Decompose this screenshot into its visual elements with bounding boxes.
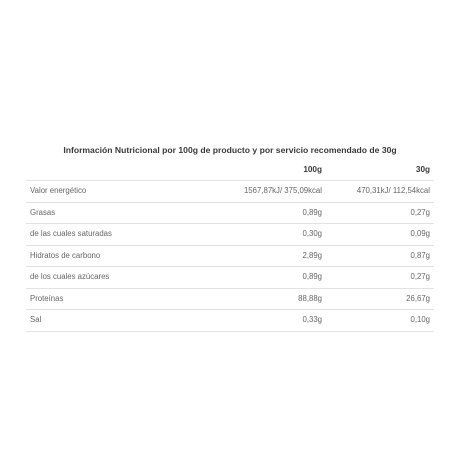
- value-per-100g: 0,89g: [182, 202, 326, 224]
- value-per-30g: 0,09g: [326, 224, 434, 246]
- table-row: [26, 224, 434, 246]
- table-row: [26, 202, 434, 224]
- value-per-30g: 0,10g: [326, 310, 434, 332]
- value-per-30g: 0,87g: [326, 245, 434, 267]
- nutrient-label: Grasas: [26, 202, 182, 224]
- table-row: [26, 267, 434, 289]
- table-row: [26, 181, 434, 203]
- nutrient-label: de las cuales saturadas: [26, 224, 182, 246]
- value-per-100g: 0,89g: [182, 267, 326, 289]
- header-nutrient: [26, 160, 182, 181]
- value-per-30g: 470,31kJ/ 112,54kcal: [326, 181, 434, 203]
- header-per-30g: 30g: [326, 160, 434, 181]
- nutrient-label: Valor energético: [26, 181, 182, 203]
- value-per-30g: 26,67g: [326, 288, 434, 310]
- nutrient-label: Sal: [26, 310, 182, 332]
- nutrient-label: Proteínas: [26, 288, 182, 310]
- value-per-100g: 88,88g: [182, 288, 326, 310]
- value-per-100g: 2,89g: [182, 245, 326, 267]
- value-per-100g: 0,30g: [182, 224, 326, 246]
- value-per-30g: 0,27g: [326, 267, 434, 289]
- table-row: [26, 245, 434, 267]
- nutrient-label: Hidratos de carbono: [26, 245, 182, 267]
- header-per-100g: 100g: [182, 160, 326, 181]
- value-per-100g: 1567,87kJ/ 375,09kcal: [182, 181, 326, 203]
- nutrition-table: [26, 160, 434, 332]
- table-header-row: [26, 160, 434, 181]
- nutrient-label: de los cuales azúcares: [26, 267, 182, 289]
- table-row: [26, 310, 434, 332]
- nutrition-table-title: Información Nutricional por 100g de producto y por servicio recomendado de 30g: [63, 145, 397, 155]
- table-row: [26, 288, 434, 310]
- value-per-30g: 0,27g: [326, 202, 434, 224]
- value-per-100g: 0,33g: [182, 310, 326, 332]
